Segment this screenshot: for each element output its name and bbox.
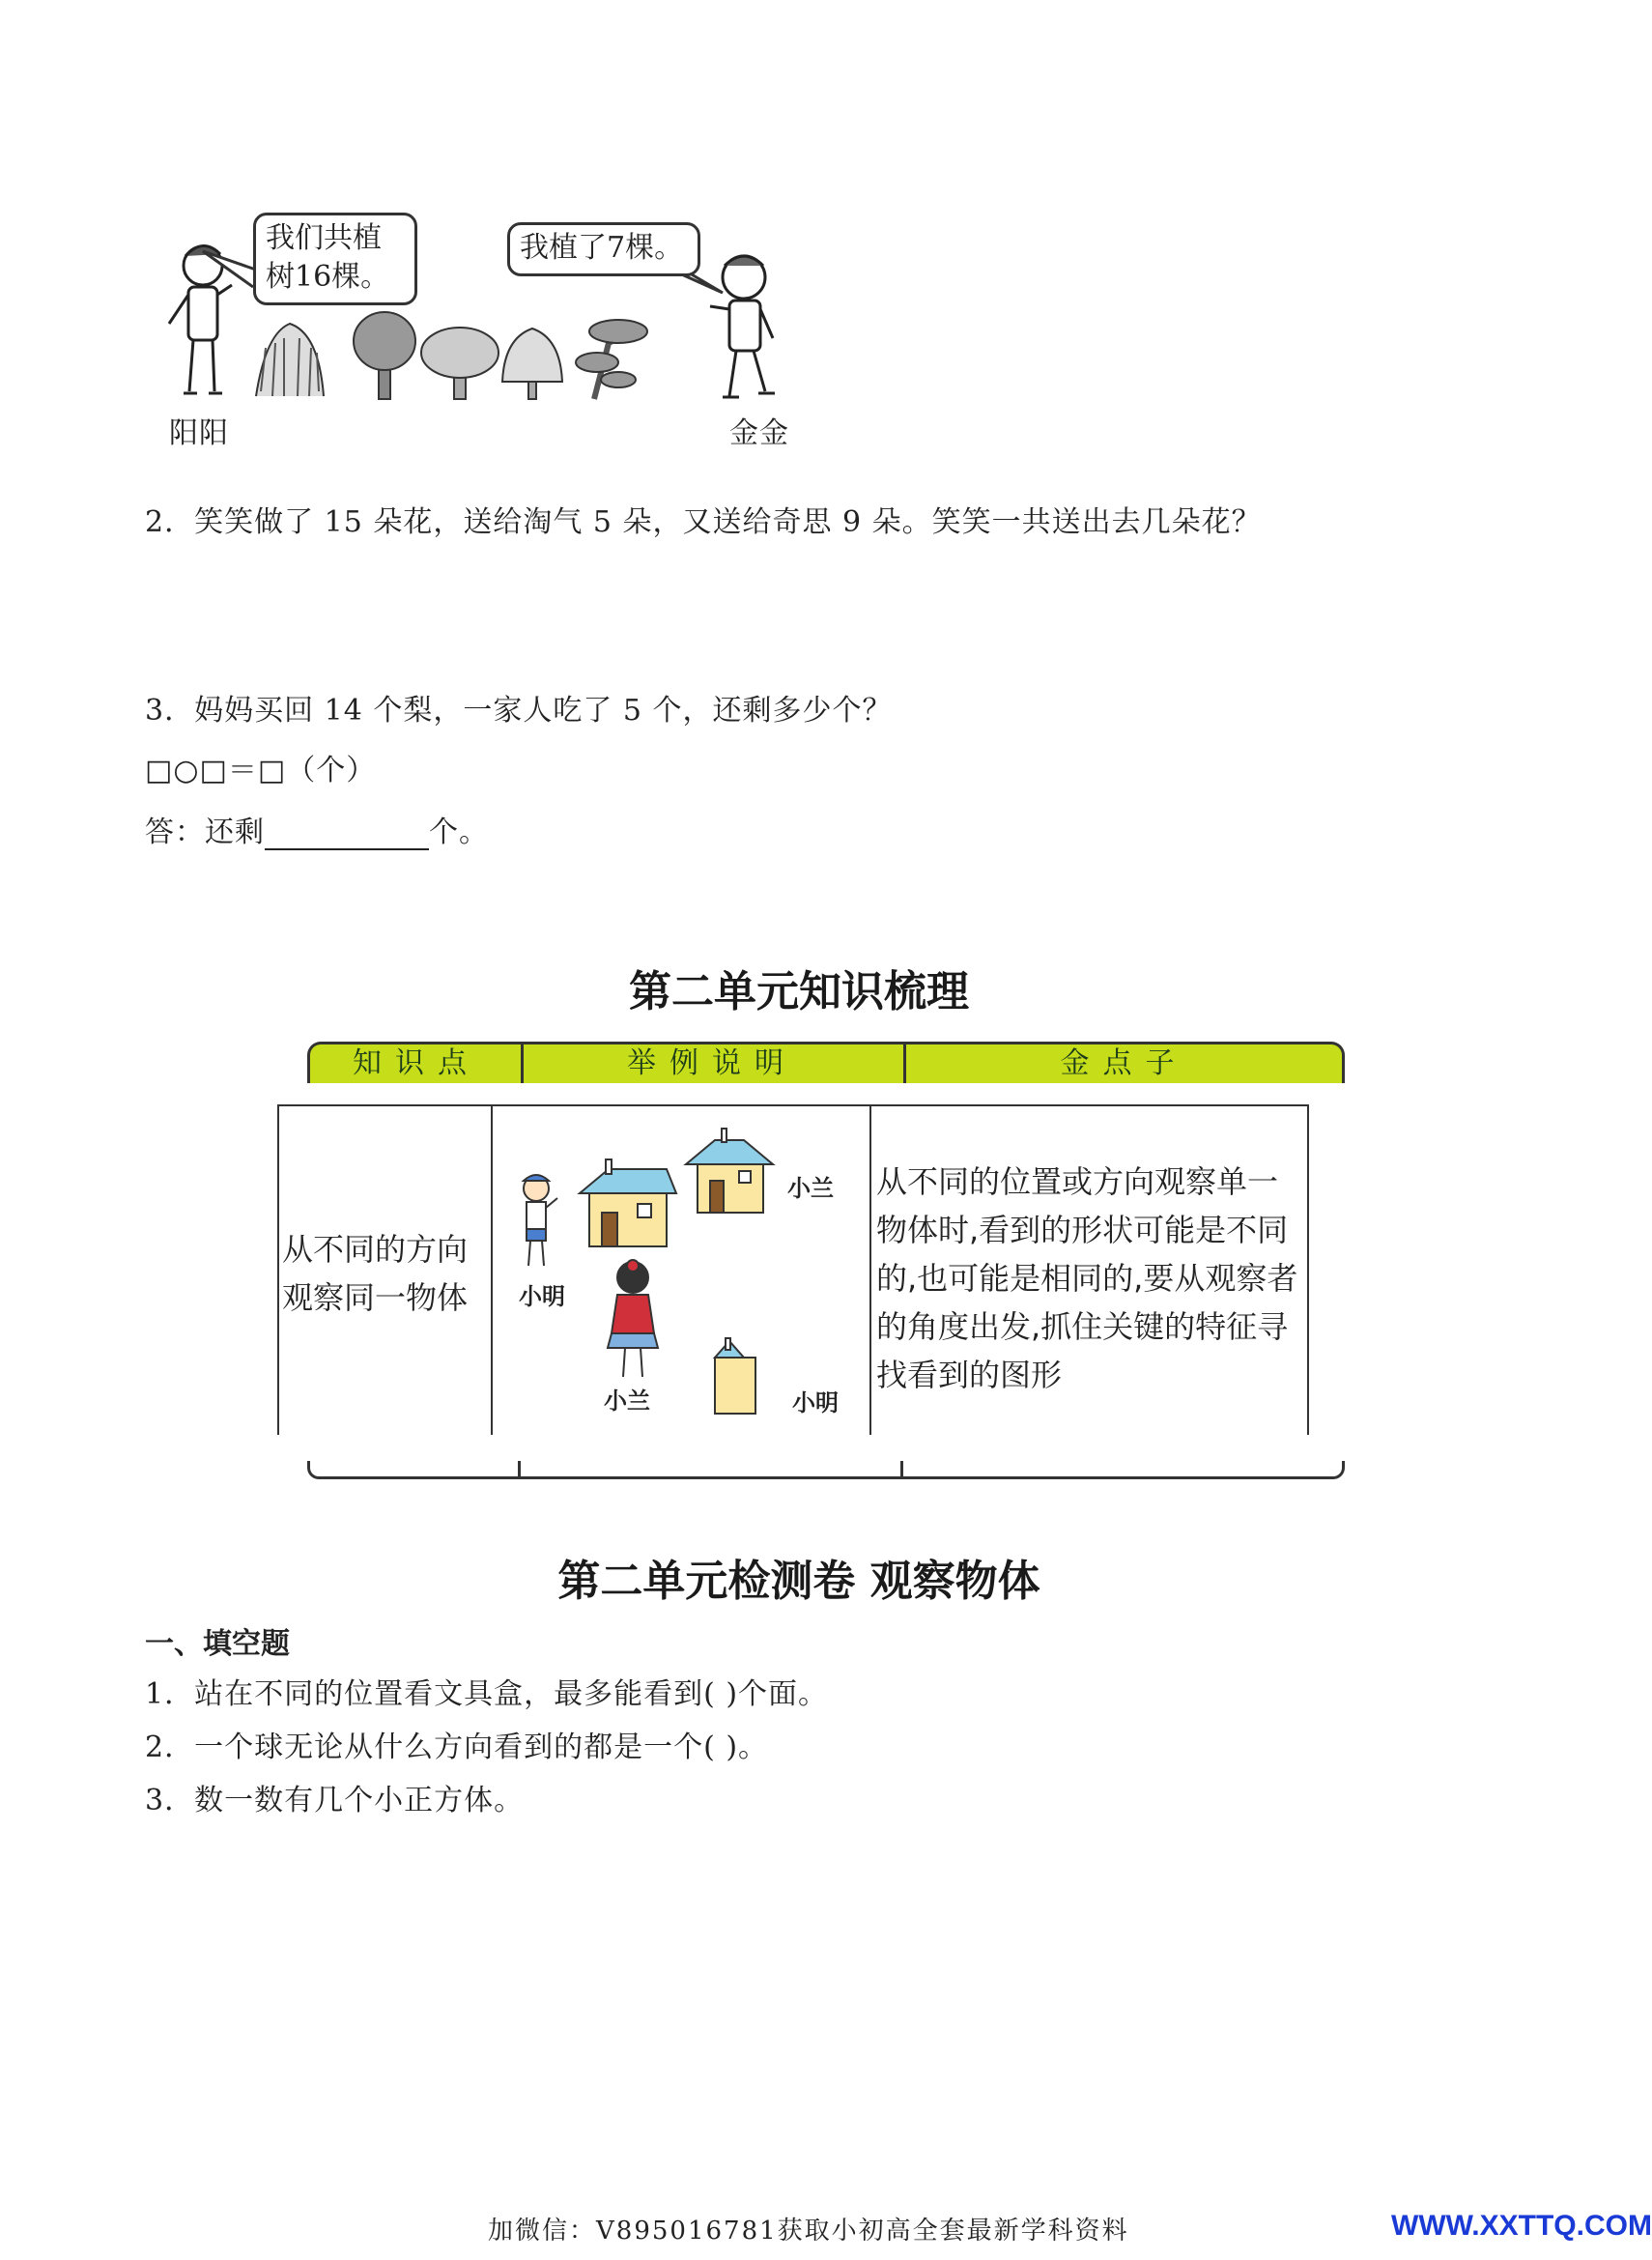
xiaolan-figure	[608, 1260, 658, 1377]
name-jinjin: 金金	[729, 416, 789, 450]
golden-tip: 从不同的位置或方向观察单一物体时,看到的形状可能是不同的,也可能是相同的,要从观察者的角度出发,抓住关键的特征寻找看到的图形	[876, 1163, 1298, 1393]
footer-site[interactable]: WWW.XXTTQ.COM	[1391, 2210, 1652, 2242]
answer-blank[interactable]	[265, 819, 429, 850]
knowledge-point: 从不同的方向观察同一物体	[282, 1231, 469, 1316]
body-divider-2	[869, 1104, 871, 1435]
house-middle-icon	[580, 1159, 676, 1246]
label-xiaolan-top: 小兰	[787, 1174, 834, 1202]
equation-template: □○□＝□（个）	[145, 754, 377, 787]
answer-prefix: 答：还剩	[145, 815, 265, 849]
test-item-1: 1．站在不同的位置看文具盒，最多能看到( )个面。	[145, 1677, 829, 1711]
cloud-tree-icon	[421, 328, 498, 399]
answer-line	[145, 808, 489, 850]
problem-3: 3．妈妈买回 14 个梨，一家人吃了 5 个，还剩多少个？	[145, 694, 893, 728]
tree-planting-illustration	[164, 217, 821, 454]
round-tree-icon	[354, 312, 415, 399]
label-xiaoming-bottom: 小明	[792, 1388, 839, 1416]
section-fill-blank: 一、填空题	[145, 1627, 290, 1661]
xiaoming-figure	[524, 1175, 557, 1266]
header-knowledge: 知识点	[353, 1046, 480, 1080]
willow-tree-icon	[256, 324, 324, 396]
label-xiaolan-bottom: 小兰	[604, 1387, 650, 1415]
example-illustration	[498, 1121, 865, 1430]
test-title: 第二单元检测卷 观察物体	[557, 1557, 1040, 1606]
body-divider-1	[491, 1104, 493, 1435]
label-xiaoming-left: 小明	[519, 1282, 565, 1310]
header-example: 举例说明	[627, 1046, 797, 1080]
problem-2: 2．笑笑做了 15 朵花，送给淘气 5 朵，又送给奇思 9 朵。笑笑一共送出去几朵花？	[145, 505, 1262, 539]
house-bottom-icon	[715, 1338, 755, 1414]
header-tips: 金点子	[1060, 1046, 1188, 1080]
bracket-tick-1	[518, 1461, 521, 1476]
trees-row	[256, 312, 647, 399]
boy-left-figure	[169, 245, 232, 393]
bubble-left: 我们共植树16棵。	[253, 213, 417, 305]
test-item-3: 3．数一数有几个小正方体。	[145, 1784, 525, 1817]
summary-bottom-bracket	[307, 1461, 1345, 1479]
footer-wechat-note: 加微信：V895016781获取小初高全套最新学科资料	[488, 2217, 1129, 2246]
bracket-tick-2	[900, 1461, 903, 1476]
summary-header-tab	[307, 1042, 1345, 1083]
test-item-2: 2．一个球无论从什么方向看到的都是一个( )。	[145, 1731, 769, 1764]
pine-tree-icon	[576, 320, 647, 399]
summary-title: 第二单元知识梳理	[629, 967, 969, 1016]
answer-suffix: 个。	[429, 815, 489, 849]
flame-tree-icon	[502, 329, 562, 399]
name-yangyang: 阳阳	[169, 416, 229, 450]
house-top-icon	[686, 1129, 773, 1213]
bubble-right: 我植了7棵。	[507, 222, 700, 276]
boy-right-figure	[710, 256, 775, 397]
